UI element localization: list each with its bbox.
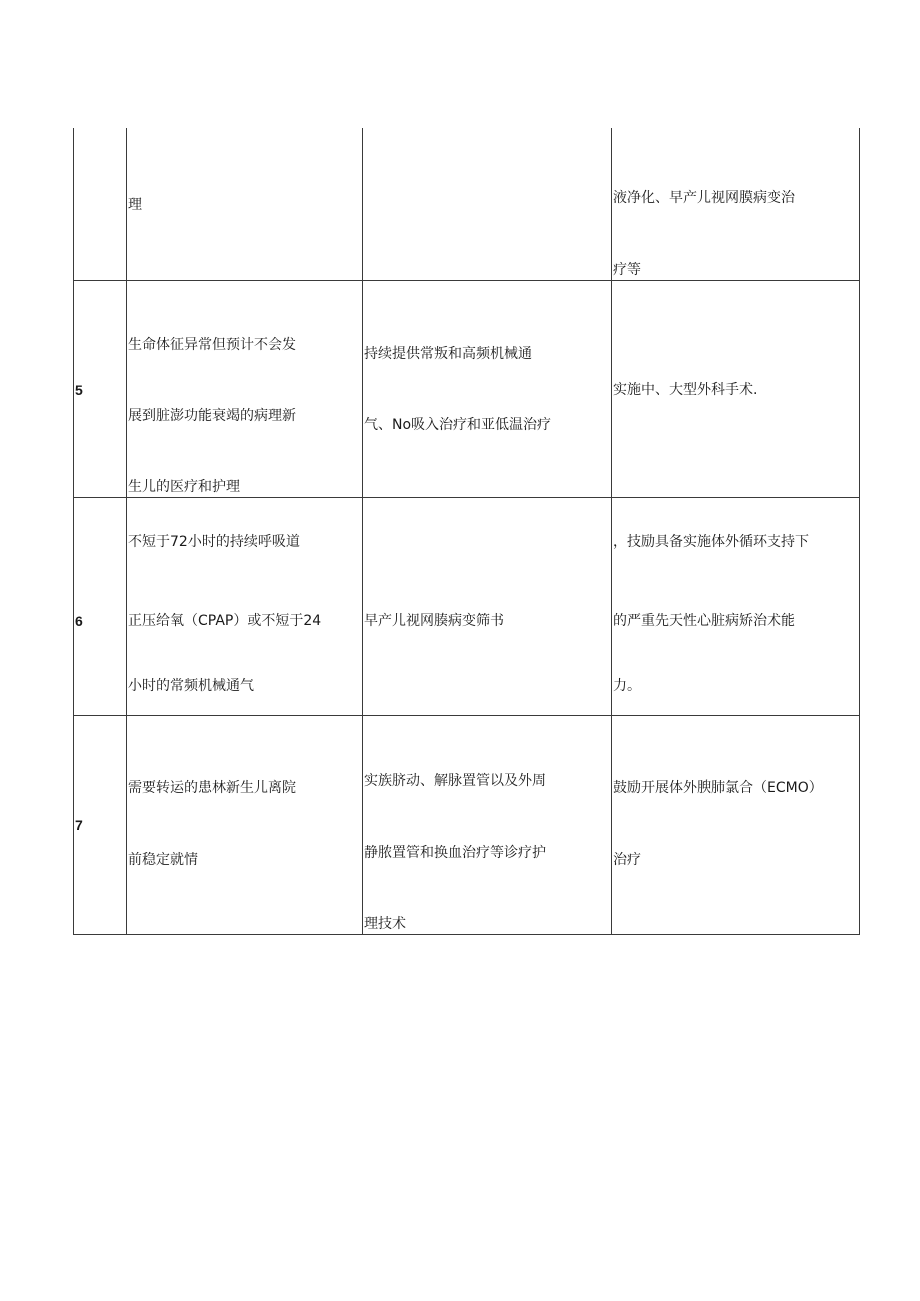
cell-text: 需要转运的患林新生儿离院 <box>128 780 296 796</box>
cell-text: 持续提供常叛和高频机械通 <box>364 346 532 362</box>
cell-text: 的严重先天性心脏病矫治术能 <box>613 613 795 629</box>
column-divider <box>362 128 363 935</box>
cell-text: 理 <box>128 197 142 213</box>
cell-text: 治疗 <box>613 852 641 868</box>
cell-text: 实族脐动、解脉置管以及外周 <box>364 773 546 789</box>
cell-text: 生儿的医疗和护理 <box>128 479 240 495</box>
row-number: 5 <box>75 382 83 398</box>
cell-text: 理技术 <box>364 916 406 932</box>
cell-text: 正压给氧（CPAP）或不短于24 <box>128 613 322 629</box>
row-divider <box>73 497 860 498</box>
column-divider <box>611 128 612 935</box>
column-divider <box>126 128 127 935</box>
cell-text: 前稳定就情 <box>128 852 198 868</box>
cell-text: 鼓励开展体外腴肺氯合（ECMO） <box>613 780 823 796</box>
cell-text: 液净化、早产儿视网膜病变治 <box>613 190 795 206</box>
row-number: 6 <box>75 613 83 629</box>
cell-text: 力。 <box>613 678 641 694</box>
cell-text: 小时的常频机械通气 <box>128 678 254 694</box>
table-left-border <box>73 128 74 935</box>
cell-text: ，技励具备实施体外循环支持下 <box>613 534 809 550</box>
table-bottom-border <box>73 934 860 935</box>
cell-text: 早产儿视网腠病变筛书 <box>364 613 504 629</box>
row-divider <box>73 280 860 281</box>
row-number: 7 <box>75 817 83 833</box>
row-divider <box>73 715 860 716</box>
cell-text: 疗等 <box>613 262 641 278</box>
cell-text: 不短于72小时的持续呼吸道 <box>128 534 300 550</box>
table-right-border <box>859 128 860 935</box>
cell-text: 气、No吸入治疗和亚低温治疗 <box>364 417 552 433</box>
cell-text: 静脓置管和换血治疗等诊疗护 <box>364 845 546 861</box>
cell-text: 展到脏澎功能衰竭的病理新 <box>128 408 296 424</box>
cell-text: 实施中、大型外科手术. <box>613 382 758 398</box>
cell-text: 生命体征异常但预计不会发 <box>128 337 296 353</box>
